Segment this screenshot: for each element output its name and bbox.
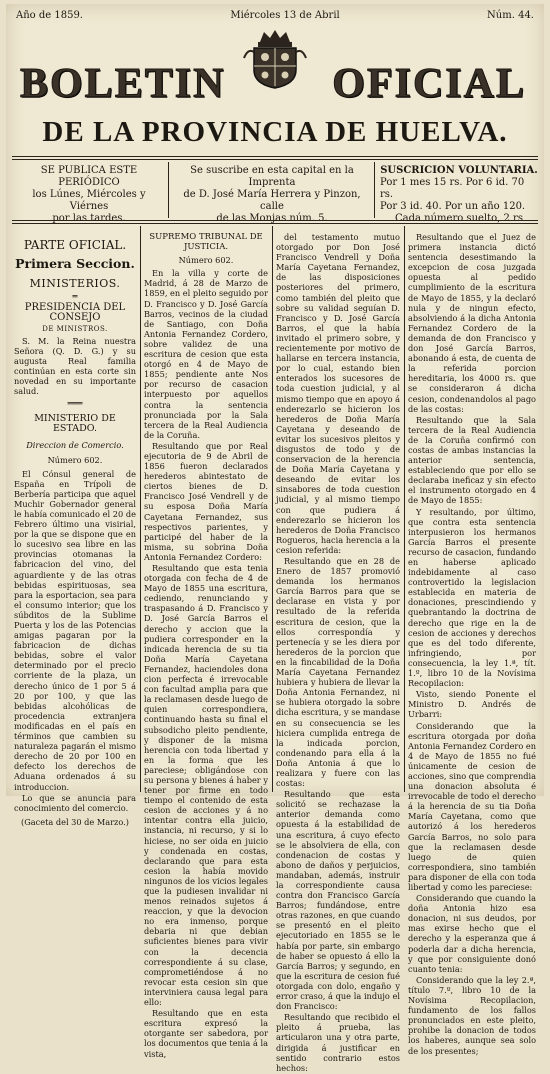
col4-paragraph-1: Resultando que el Juez de primera instancia dictó sentencia desestimando la excepcion de cosa juzgada opuesta al pedido cumplimiento de la escritura de Mayo de 1855, y la declaró nula y de ningun efecto, absolviendo á la dicha Antonia Fernandez Cordero de la demanda de don Francisco y don José García Barros, abonando á esta, de cuenta de la referida porcion hereditaria, los 4000 rs. que se consideraron á dicha cesion, condenandolos al pago de las costas: — [408, 232, 536, 414]
col3-paragraph-3: Resultando que esta solicitó se rechazase la anterior demanda como opuesta á la estabilidad de una escritura, á cuyo efecto se le absolviera de ella, con condenacion de costas y abono de daños y perjuicios, mandaban, además, instruir la correspondiente causa contra don Francisco García Barros; fundándose, entre otras razones, en que cuando se presentó en el pleito ejecutoriado en 1855 se le había por parte, sin embargo de haber se opuesto á ello la García Barros; y segundo, en que la escritura de cesion fué otorgada con dolo, engaño y error craso, á que la indujo el don Francisco: — [276, 789, 400, 1012]
consul-report: El Cónsul general de España en Trípoli de Berbería participa que aquel Muchir Gobernador general le había comunicado el 20 de Febrero último una visirial, por la que se dispone que en lo sucesivo sea libre en las provincias otomanas la fabricacion del vino, del aguardiente y de las otras bebidas espirituosas, sea para la esportacion, sea para el consumo interior; que los súbditos de la Sublime Puerta y los de las Potencias amigas pagaran por la fabricacion de dichas bebidas, sobre el valor determinado por el precio corriente de la plaza, un derecho único de 1 por 5 á 20 por 100, y que las bebidas alcohólicas de procedencia extranjera modificadas en el país en términos que cambien su naturaleza pagarán el mismo derecho de 20 por 100 en defecto los derechos de Aduana ordenados á su introduccion. — [14, 468, 136, 792]
header-strip — [16, 10, 534, 24]
price-line-1: Por 1 mes 15 rs. Por 6 id. 70 rs. — [380, 177, 525, 200]
publication-line-3: por las tardes. — [52, 213, 126, 224]
subscription-line-3: de las Monjas núm. 5. — [216, 213, 328, 224]
header-divider-top — [12, 156, 538, 157]
publication-line-1: SE PUBLICA ESTE PERIÓDICO — [40, 165, 138, 188]
publication-line-2: los Lúnes, Miércoles y Viérnes — [32, 189, 146, 212]
presidencia-heading: PRESIDENCIA DEL CONSEJO — [24, 302, 126, 324]
royal-health-notice: S. M. la Reina nuestra Señora (Q. D. G.) y su augusta Real familia continúan en esta corte sin novedad en su importante salud. — [14, 335, 136, 397]
column-rule-1 — [140, 226, 141, 792]
issue-year: Año de 1859. — [16, 10, 83, 21]
info-divider-1 — [168, 162, 169, 218]
tribunal-paragraph-2: Resultando que por Real ejecutoria de 9 de Abril de 1856 fueron declarados herederos abintestato de ciertos bienes de D. Francisco José Vendrell y de su esposa Doña María Cayetana Fernandez, sus respectivos parientes, y participé del haber de la misma, su sobrina Doña Antonia Fernandez Cordero: — [144, 440, 268, 562]
tribunal-paragraph-3: Resultando que esta tenia otorgada con fecha de 4 de Mayo de 1855 una escritura, cediendo, renunciando y traspasando á D. Francisco y D. José García Barros el derecho y accion que la pudiera corresponder en la indicada herencia de su tia Doña María Cayetana Fernandez, haciendoles dona cion perfecta é irrevocable con facultad amplia para que la reclamasen desde luego de quien correspondiera, continuando hasta su final el subsodicho pleito pendiente, y disponer de la misma herencia con toda libertad y en la forma que les pareciese; obligándose con su persona y bienes á haber y tener por firme en todo tiempo el contenido de esta cesion de acciones y á no intentar contra ella juicio, instancia, ni recurso, y si lo hiciese, no ser oida en juicio y condenada en costas, declarando que para esta cesion la había movido ningunos de los vicios legales que la pudiesen invalidar ni menos reinados sujetos á reaccion, y que la devocion no era inmenso, porque debaria ni que debian suficientes bienes para vivir con la decencia correspondiente á su clase, comprometiéndose á no revocar esta cesion sin que interviniera causa legal para ello: — [144, 563, 268, 1008]
primera-seccion-heading: Primera Seccion. — [15, 256, 135, 271]
col3-paragraph-4: Resultando que recibido el pleito á prueba, las articularon una y otra parte, dirigida á justificar en sentido contrario estos hechos: — [276, 1012, 400, 1073]
ministerio-estado-heading: MINISTERIO DE ESTADO. — [34, 413, 116, 435]
issue-date: Miércoles 13 de Abril — [230, 10, 340, 21]
col3-paragraph-1: del testamento mutuo otorgado por Don José Francisco Vendrell y Doña María Cayetana Fernandez, de las disposiciones posteriores del primero, como también del pleito que sobre su validad seguían D. Francisco y D. José García Barros, el que la había invitado el primero sobre, y recientemente por motivo de hallarse en tercera instancia, por lo cual, estando bien enterados los sucesores de toda cuestion judicial, y al mismo tiempo que en apoyo á enderezarlo se hicieron los herederos de Doña María Cayetana y deseando de evitar los sucesivos pleitos y disgustos de todo y de conservacion de la herencia de Doña María Cayetana y deseando de evitar los sinsabores de toda cuestion judicial, y al mismo tiempo con que pudiera á enderezarlo se hicieron los herederos de Doña Francisco Rogueros, hacia herencia a la cesion referida: — [276, 232, 400, 555]
subscription-prices — [380, 165, 538, 225]
info-divider-2 — [374, 162, 375, 218]
column-rule-2 — [272, 226, 273, 792]
price-line-2: Por 3 id. 40. Por un año 120. — [380, 201, 526, 212]
col4-paragraph-4: Visto, siendo Ponente el Ministro D. Andrés de Urbarri: — [408, 689, 536, 720]
tribunal-paragraph-1: En la villa y corte de Madrid, á 28 de Marzo de 1859, en el pleito seguido por D. Francisco y D. José García Barros, vecinos de la ciudad de Santiago, con Doña Antonia Fernandez Cordero, sobre validez de una escritura de cesion que esta otorgó en 4 de Mayo de 1855; pendiente ante Nos por recurso de casacion interpuesto por aquellos contra la sentencia pronunciada por la Sala tercera de la Real Audiencia de la Coruña. — [144, 268, 269, 440]
masthead-word-boletin: BOLETIN — [20, 61, 226, 107]
col4-paragraph-5: Considerando que la escritura otorgada por doña Antonia Fernandez Cordero en 4 de Mayo de 1855 no fué únicamente de cesion de acciones, sino que comprendia una donacion absoluta é irrevocable de todo el derecho á la herencia de su tia Doña María Cayetana, como que autorizó á los herederos García Barros, no solo para que la reclamasen desde luego de quien correspondiera, sino también para disponer de ella con toda libertad y como les pareciese: — [408, 720, 537, 892]
de-ministros-subheading: DE MINISTROS. — [42, 325, 108, 334]
divider-dash: ═══ — [67, 398, 83, 409]
prices-title: SUSCRICION VOLUNTARIA. — [380, 165, 538, 176]
column-2 — [144, 232, 268, 1060]
issue-number: Núm. 44. — [487, 10, 534, 21]
direccion-comercio-subheading: Direccion de Comercio. — [26, 440, 124, 451]
masthead-word-oficial: OFICIAL — [332, 61, 526, 107]
tribunal-heading: SUPREMO TRIBUNAL DE JUSTICIA. — [149, 232, 263, 253]
col3-paragraph-2: Resultando que en 28 de Enero de 1857 promovió demanda los hermanos García Barros para que se declarase en vista y por resultado de la referida escritura de cesion, que la ellos correspondía y pertenecía y se les diera por herederos de la porcion que en la fincabilidad de la Doña María Cayetana Fernandez hubiera y hubiera de llevar la Doña Antonia Fernandez, ni se hubiera otorgado la sobre dicha escritura, y se mandase en su consecuencia se les hiciera cumplida entrega de la indicada porcion, condenando para ella á la Doña Antonia á que lo realizara y fuere con las costas: — [276, 556, 400, 789]
newspaper-page — [6, 4, 544, 1073]
gaceta-citation: (Gaceta del 30 de Marzo.) — [21, 816, 129, 827]
column-4 — [408, 232, 536, 1057]
body-divider-top-double — [12, 223, 538, 224]
publication-schedule — [14, 165, 164, 225]
header-divider-top-double — [12, 159, 538, 160]
column-1 — [14, 232, 136, 828]
col4-paragraph-2: Resultando que la Sala tercera de la Real Audiencia de la Coruña confirmó con costas de ambas instancias la anterior sentencia, estableciendo que por ello se declaraba ineficaz y sin efecto el instrumento otorgado en 4 de Mayo de 1855: — [408, 414, 536, 506]
col4-paragraph-6: Considerando que cuando la doña Antonia hizo esa donacion, ni sus deudos, por mas exirse hecho que el derecho y la esperanza que á poderla dar a dicha herencia, y que por consiguiente donó cuanto tenia: — [408, 893, 536, 974]
column-3 — [276, 232, 400, 1074]
divider-dash: ═ — [72, 291, 78, 302]
subscription-place — [174, 165, 370, 225]
masthead-subtitle: DE LA PROVINCIA DE HUELVA. — [42, 116, 508, 148]
price-line-3: Cada número suelto, 2 rs — [395, 213, 523, 224]
masthead — [14, 62, 536, 106]
parte-oficial-heading: PARTE OFICIAL. — [23, 238, 127, 252]
body-divider-top — [12, 220, 538, 221]
tribunal-paragraph-4: Resultando que en esta escritura expresó la otorgante ser sabedora, por los documentos que tenia á la vista, — [144, 1008, 268, 1059]
subscription-line-2: de D. José María Herrera y Pinzon, calle — [183, 189, 361, 212]
col4-paragraph-7: Considerando que la ley 2.ª, título 7.º, libro 10 de la Novísima Recopilacion, fundamento de los fallos pronunciados en este pleito, prohibe la donacion de todos los haberes, aunque sea solo de los presentes; — [408, 974, 536, 1056]
commerce-notice: Lo que se anuncia para conocimiento del comercio. — [14, 792, 136, 813]
numero-heading-2: Número 602. — [178, 255, 234, 266]
col4-paragraph-3: Y resultando, por último, que contra esta sentencia interpusieron los hermanos García Barros el presente recurso de casacion, fundando en haberse aplicado indebidamente al caso controvertido la legislacion establecida en materia de donaciones, prescindiendo y quebrantando la doctrina de derecho que rige en la de cesion de acciones y derechos que es del todo diferente, infringiendo, por consecuencia, la ley 1.ª, tít. 1.º, libro 10 de la Novísima Recopilacion: — [408, 506, 536, 689]
column-rule-3 — [404, 226, 405, 792]
numero-heading: Número 602. — [47, 454, 103, 465]
subscription-line-1: Se suscribe en esta capital en la Imprenta — [190, 165, 354, 188]
ministerios-heading: MINISTERIOS. — [29, 277, 121, 291]
